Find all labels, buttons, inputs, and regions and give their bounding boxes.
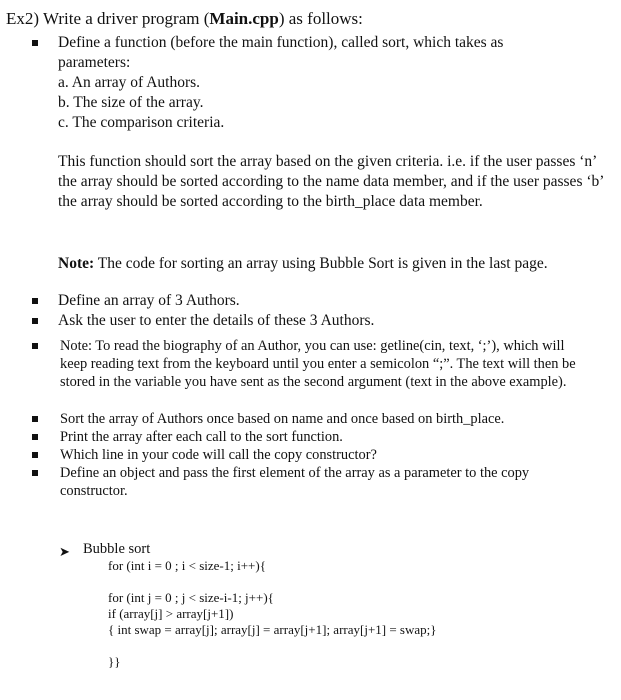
list-item: Define an object and pass the first element of the array as a parameter to the copy constructor.: [60, 465, 530, 499]
list-item: Define an array of 3 Authors.: [58, 292, 240, 309]
code-line: }}: [108, 654, 121, 669]
bullet-marker: [32, 298, 38, 304]
list-item: Sort the array of Authors once based on name and once based on birth_place.: [60, 411, 505, 427]
bullet-marker: [32, 416, 38, 422]
bullet-marker: [32, 452, 38, 458]
bullet-marker: [32, 470, 38, 476]
bubble-sort-note: Note: The code for sorting an array using Bubble Sort is given in the last page.: [58, 255, 548, 272]
list-item: Note: To read the biography of an Author, you can use: getline(cin, text, ‘;’), which will keep reading text from the keyboard until you enter a semicolon “;”. The text will then be stored in the variable you have sent as the second argument (text in the above example).: [60, 338, 576, 390]
bullet-marker: [32, 343, 38, 349]
sort-criteria-paragraph: This function should sort the array based on the given criteria. i.e. if the user passes ‘n’ the array should be sorted according to the name data member, and if the user passes ‘b’ the array should be sorted according to the birth_place data member.: [58, 153, 604, 210]
list-item: c. The comparison criteria.: [58, 114, 225, 131]
bubble-sort-title: Bubble sort: [83, 541, 151, 557]
code-line: for (int j = 0 ; j < size-i-1; j++){: [108, 590, 274, 605]
list-item: Ask the user to enter the details of these 3 Authors.: [58, 312, 375, 329]
filename-bold: Main.cpp: [209, 9, 279, 28]
bullet-marker: [32, 40, 38, 46]
list-item: Print the array after each call to the sort function.: [60, 429, 343, 445]
exercise-heading: Ex2) Write a driver program (Main.cpp) as follows:: [6, 9, 363, 28]
bullet-define-function: Define a function (before the main function), called sort, which takes as parameters: a. An array of Authors. b. The size of the array. c. The comparison criteria.: [58, 33, 568, 133]
list-item: b. The size of the array.: [58, 94, 204, 111]
code-line: if (array[j] > array[j+1]): [108, 606, 234, 621]
list-item: a. An array of Authors.: [58, 74, 201, 91]
bullet-marker: [32, 318, 38, 324]
arrow-bullet-icon: ➤: [59, 544, 70, 559]
code-line: for (int i = 0 ; i < size-1; i++){: [108, 558, 266, 573]
bullet-marker: [32, 434, 38, 440]
list-item: Which line in your code will call the copy constructor?: [60, 447, 377, 463]
code-line: { int swap = array[j]; array[j] = array[j+1]; array[j+1] = swap;}: [108, 622, 437, 637]
